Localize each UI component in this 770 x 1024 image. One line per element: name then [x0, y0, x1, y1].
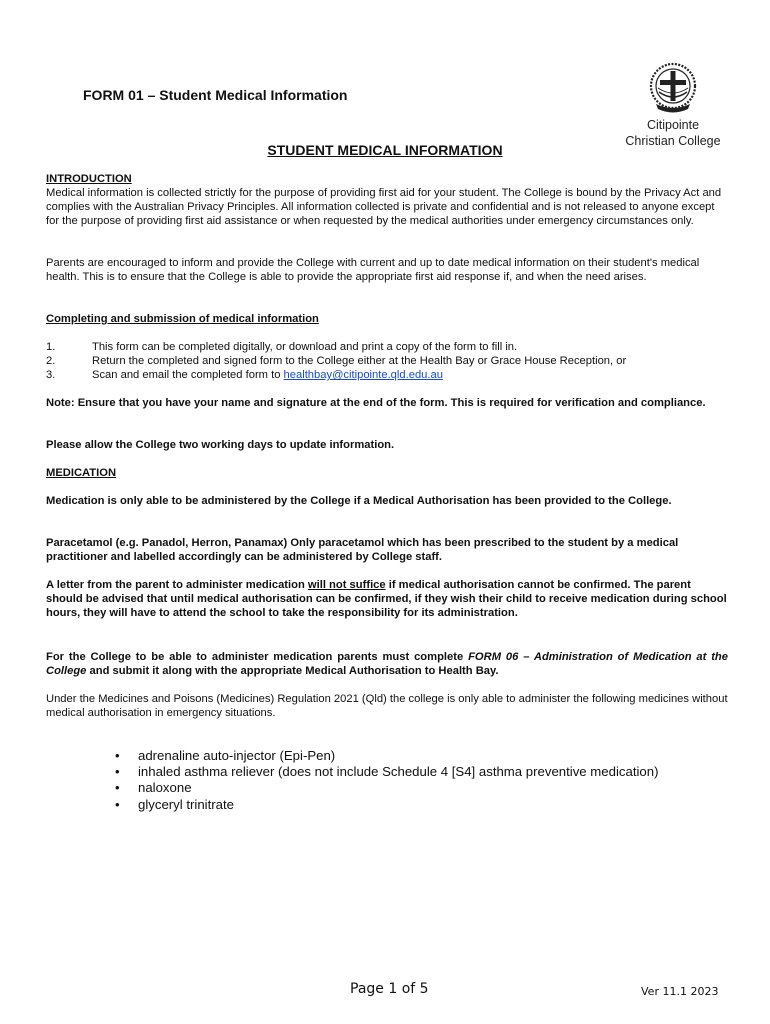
list-item: [115, 780, 735, 796]
page-number: Page 1 of 5: [350, 981, 429, 997]
logo-line-1: Citipointe: [646, 118, 700, 132]
logo-line-2: Christian College: [625, 134, 721, 148]
bullet-icon: •: [115, 796, 120, 812]
paragraph-4-end: and submit it along with the appropriate Medical Authorisation to Health Bay.: [86, 665, 499, 678]
form-title: FORM 01 – Student Medical Information: [83, 87, 348, 103]
form-06-reference: FORM 06 – Administration of Medication at the College: [46, 651, 728, 678]
email-link[interactable]: healthbay@citipointe.qld.edu.au: [283, 369, 443, 382]
completing-heading: Completing and submission of medical information: [46, 313, 319, 325]
medication-paragraph-1: Medication is only able to be administered by the College if a Medical Authorisation has been provided to the College.: [46, 495, 672, 507]
introduction-paragraph-1: Medical information is collected strictly for the purpose of providing first aid for your student. The College is bound by the Privacy Act and complies with the Australian Privacy Principles. All information collected is private and confidential and is not released to anyone except for the purpose of providing first aid assistance or when requested by the medical authorities under emergency circumstances only.: [46, 187, 722, 228]
bullet-icon: •: [115, 780, 120, 796]
paragraph-3-end: if medical authorisation cannot be confirmed. The parent should be advised that until medical authorisation can be confirmed, if they wish their child to receive medication during school hours, they will have to attend the school to take the responsibility for its administration.: [46, 579, 727, 620]
bullet-icon: •: [115, 764, 120, 780]
list-item: [46, 354, 728, 368]
page-heading: STUDENT MEDICAL INFORMATION: [267, 142, 503, 158]
list-text: adrenaline auto-injector (Epi-Pen): [138, 748, 336, 763]
version-label: Ver 11.1 2023: [641, 985, 719, 998]
paragraph-3-emphasis: will not suffice: [307, 579, 386, 591]
list-text: Scan and email the completed form to: [92, 369, 284, 382]
list-text: glyceryl trinitrate: [138, 796, 235, 812]
bullet-icon: •: [115, 748, 120, 763]
paragraph-4-start: For the College to be able to administer medication parents must complete: [46, 651, 469, 663]
list-text: inhaled asthma reliever (does not include Schedule 4 [S4] asthma preventive medication): [138, 764, 659, 780]
medication-paragraph-4: [46, 650, 728, 678]
college-logo: [623, 62, 723, 148]
list-item: [115, 797, 735, 813]
college-crest-icon: [648, 62, 698, 116]
list-item: [46, 340, 728, 354]
list-item: [46, 368, 728, 382]
list-number: 2.: [46, 355, 56, 368]
emergency-medicines-list: [115, 748, 735, 813]
list-item: [115, 764, 735, 780]
paragraph-3-start: A letter from the parent to administer medication: [46, 579, 308, 591]
list-number: 1.: [46, 341, 56, 353]
list-text: naloxone: [138, 780, 192, 796]
medication-paragraph-3: [46, 578, 728, 621]
signature-note: Note: Ensure that you have your name and signature at the end of the form. This is required for verification and compliance.: [46, 397, 706, 409]
medication-paragraph-5: Under the Medicines and Poisons (Medicines) Regulation 2021 (Qld) the college is only able to administer the following medicines without medical authorisation in emergency situations.: [46, 693, 728, 720]
introduction-paragraph-2: Parents are encouraged to inform and provide the College with current and up to date medical information on their student's medical health. This is to ensure that the College is able to provide the appropriate first aid response if, and when the need arises.: [46, 257, 700, 284]
introduction-heading: INTRODUCTION: [46, 173, 132, 185]
list-text: Return the completed and signed form to the College either at the Health Bay or Grace House Reception, or: [92, 355, 627, 368]
medication-paragraph-2: Paracetamol (e.g. Panadol, Herron, Panamax) Only paracetamol which has been prescribed to the student by a medical practitioner and labelled accordingly can be administered by College staff.: [46, 537, 679, 564]
medication-heading: MEDICATION: [46, 467, 117, 479]
update-notice: Please allow the College two working days to update information.: [46, 439, 395, 451]
list-item: [115, 748, 735, 764]
list-number: 3.: [46, 369, 56, 382]
list-text: This form can be completed digitally, or download and print a copy of the form to fill in.: [92, 341, 518, 353]
completing-list: [46, 340, 728, 383]
